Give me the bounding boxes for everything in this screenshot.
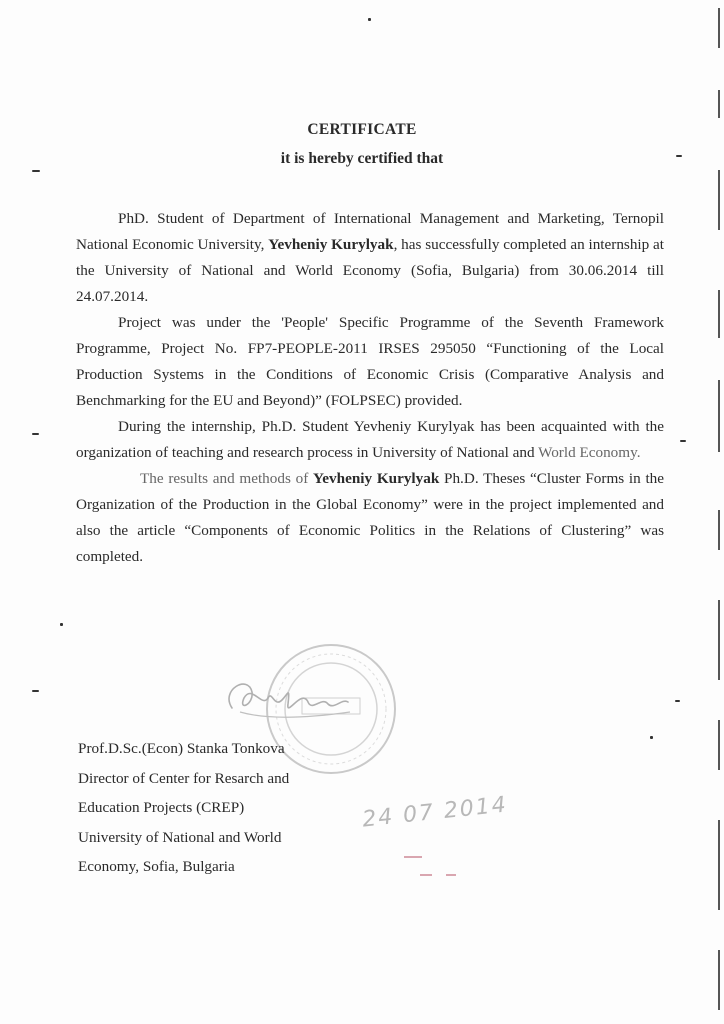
certificate-body — [76, 206, 664, 570]
signatory-block: Prof.D.Sc.(Econ) Stanka Tonkova Director of Center for Resarch and Education Projects (CREP) University of National and World Economy, Sofia, Bulgaria — [78, 740, 290, 875]
paragraph-text: Ph.D. Theses “Cluster Forms in the Organization of the Production in the Global Economy” were in the project implemented and also the article “Components of Economic Politics in the Relations of Clustering” was completed. — [76, 470, 665, 565]
student-name: Yevheniy Kurylyak — [313, 470, 440, 487]
certificate-subtitle: it is hereby certified that — [280, 150, 444, 167]
paragraph-internship — [76, 206, 664, 310]
student-name: Yevheniy Kurylyak — [268, 236, 394, 253]
paragraph-text: During the internship, Ph.D. Student Yevheniy Kurylyak has been acquainted with the organization of teaching and research process in University of National and — [76, 418, 664, 461]
paragraph-text: PhD. Student of Department of International Management and Marketing, Ternopil National Economic University, — [76, 210, 664, 253]
paragraph-text-faint: World Economy. — [538, 444, 641, 461]
red-mark — [420, 874, 432, 876]
handwritten-date: 24 07 2014 — [361, 792, 509, 833]
paragraph-project: Project was under the 'People' Specific Programme of the Seventh Framework Programme, Project No. FP7-PEOPLE-2011 IRSES 295050 “Functioning of the Local Production Systems in the Conditions of Economic Crisis (Comparative Analysis and Benchmarking for the EU and Beyond)” (FOLPSEC) provided. — [76, 314, 664, 409]
paragraph-text: , has successfully completed an internship at the University of National and World Economy (Sofia, Bulgaria) from 30.06.2014 till 24.07.2014. — [76, 236, 664, 305]
certificate-title: CERTIFICATE — [307, 121, 417, 138]
handwritten-signature — [218, 668, 358, 738]
paragraph-acquainted — [76, 414, 664, 466]
paragraph-text-faint: The results and methods of — [140, 470, 314, 487]
red-mark — [404, 856, 422, 858]
red-mark — [446, 874, 456, 876]
paragraph-results — [76, 466, 664, 570]
